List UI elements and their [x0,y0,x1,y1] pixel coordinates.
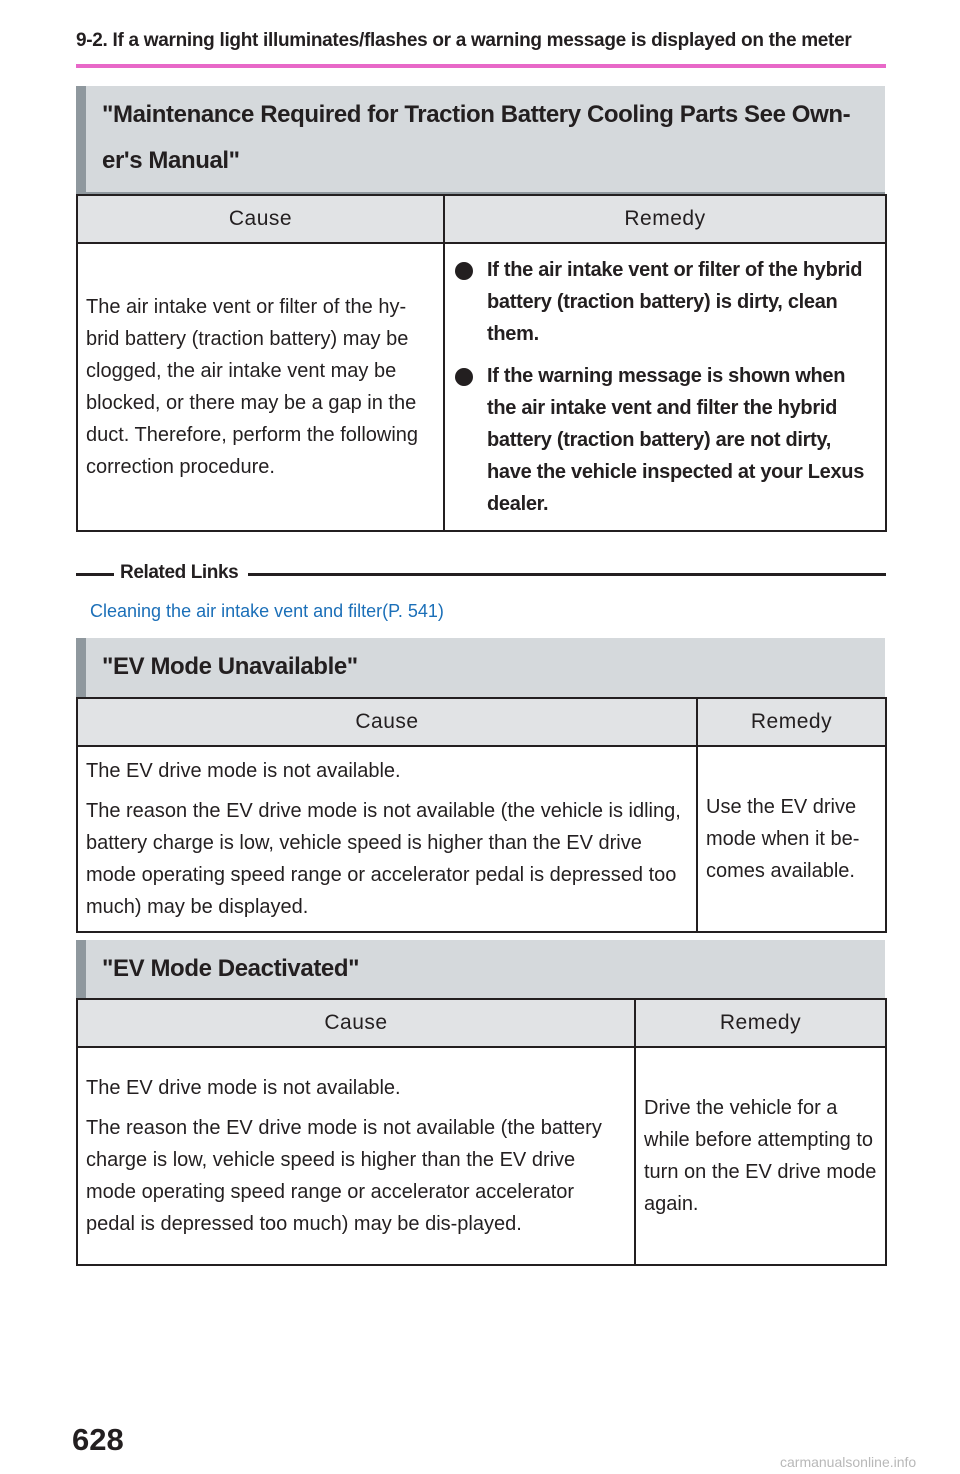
remedy-text: If the air intake vent or filter of the hybrid battery (traction battery) is dirty, clean them. [487,259,863,345]
page-number: 628 [72,1422,124,1457]
remedy-list [453,254,877,520]
remedy-text: Use the EV drive mode when it be-comes available. [706,796,860,882]
cause-cell [77,1047,635,1265]
ev-mode-unavailable-table [76,697,887,933]
cause-text: The air intake vent or filter of the hy-brid battery (traction battery) may be clogged, the air intake vent may be blocked, or there may be a gap in the duct. Therefore, perform the following correction procedure. [86,296,419,478]
page-header-title: 9-2. If a warning light illuminates/flashes or a warning message is displayed on the meter [76,30,852,51]
cause-text: The reason the EV drive mode is not available (the vehicle is idling, battery charge is low, vehicle speed is higher than the EV drive mode operating speed range or accelerator pedal is depressed too much) may be displayed. [86,800,681,918]
table-header-row [77,999,886,1047]
remedy-column-header: Remedy [635,999,886,1047]
cause-column-header: Cause [77,999,635,1047]
maintenance-required-table [76,194,887,532]
remedy-text: Drive the vehicle for a while before attempting to turn on the EV drive mode again. [644,1097,877,1215]
remedy-column-header: Remedy [444,195,886,243]
related-links-label: Related Links [120,562,239,583]
remedy-cell [697,746,886,932]
cause-text: The reason the EV drive mode is not available (the battery charge is low, vehicle speed is higher than the EV drive mode operating speed range or accelerator accelerator pedal is depressed too much) may be dis-played. [86,1117,602,1235]
table-header-row [77,698,886,746]
related-link-cleaning-air-intake[interactable]: Cleaning the air intake vent and filter(P. 541) [90,601,444,621]
cause-cell [77,746,697,932]
watermark: carmanualsonline.info [780,1454,917,1470]
cause-text: The EV drive mode is not available. [86,1077,401,1099]
table-row [77,746,886,932]
table-header-row [77,195,886,243]
list-item [453,360,877,520]
header-divider [76,64,886,68]
remedy-cell [635,1047,886,1265]
section-title-maintenance-required: "Maintenance Required for Traction Battery Cooling Parts See Own-er's Manual" [76,86,885,192]
section-title-ev-mode-deactivated: "EV Mode Deactivated" [76,940,885,1000]
cause-column-header: Cause [77,698,697,746]
ev-mode-deactivated-table [76,998,887,1266]
bullet-icon [455,262,473,280]
table-row [77,243,886,531]
cause-column-header: Cause [77,195,444,243]
divider [248,573,886,576]
table-row [77,1047,886,1265]
remedy-column-header: Remedy [697,698,886,746]
section-title-ev-mode-unavailable: "EV Mode Unavailable" [76,638,885,698]
related-links-heading [76,562,886,588]
list-item [453,254,877,350]
cause-text: The EV drive mode is not available. [86,760,401,782]
remedy-text: If the warning message is shown when the air intake vent and filter the hybrid battery (traction battery) are not dirty, have the vehicle inspected at your Lexus dealer. [487,365,865,515]
remedy-cell [444,243,886,531]
bullet-icon [455,368,473,386]
cause-cell [77,243,444,531]
divider [76,573,114,576]
